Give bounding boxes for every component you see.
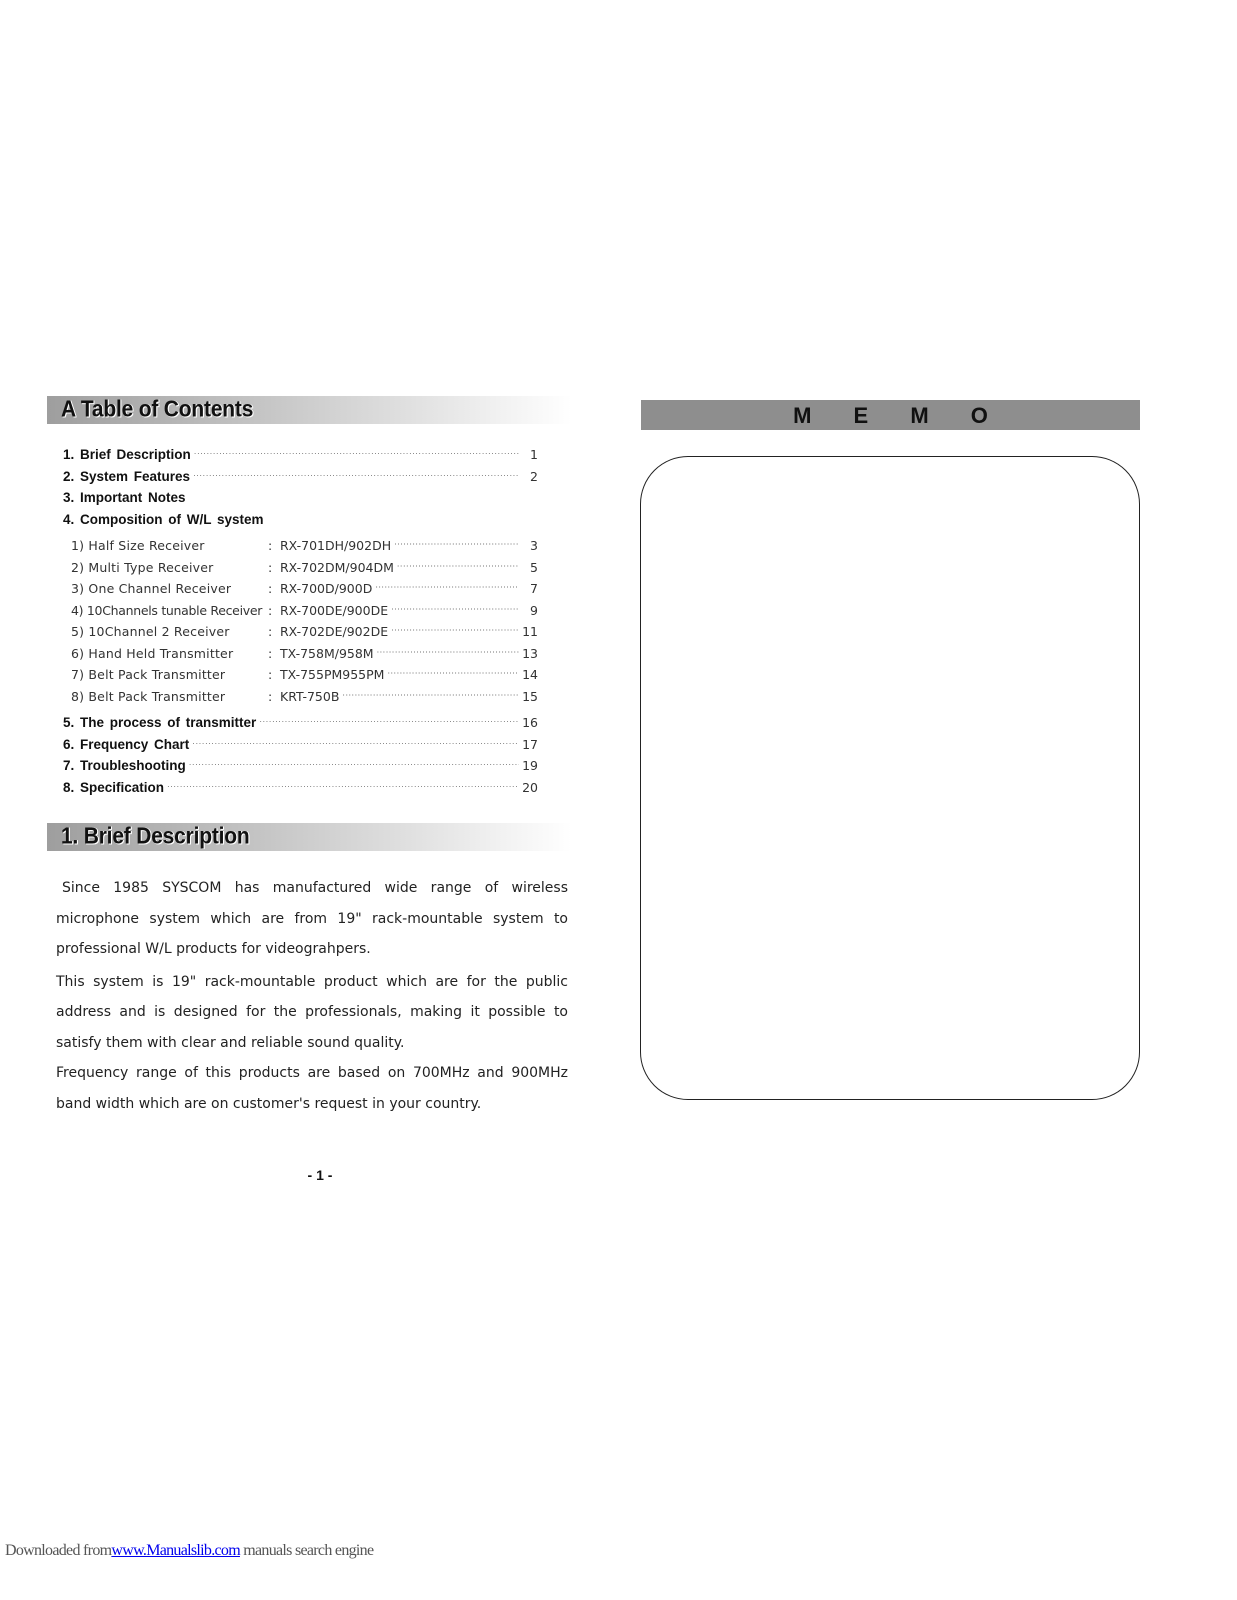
toc-subentry-belt-pack-transmitter-krt[interactable] — [63, 689, 538, 711]
toc-separator: : — [268, 602, 273, 618]
toc-entry-page: 2 — [530, 468, 538, 484]
toc-entry-troubleshooting[interactable] — [63, 758, 538, 780]
dot-leader — [193, 471, 519, 480]
page-number: - 1 - — [307, 1167, 333, 1183]
toc-entry-label: 7. Troubleshooting — [63, 758, 186, 773]
toc-entry-page: 16 — [522, 715, 538, 730]
toc-subentry-page: 15 — [522, 688, 538, 704]
toc-entry-composition[interactable] — [63, 512, 538, 534]
toc-entry-specification[interactable] — [63, 780, 538, 802]
footer-prefix: Downloaded from — [5, 1542, 112, 1559]
dot-leader — [194, 449, 519, 458]
toc-subentry-page: 5 — [530, 559, 538, 575]
dot-leader — [259, 717, 519, 726]
toc-subentry-model: RX-701DH/902DH — [280, 538, 392, 553]
toc-subentry-label: 5) 10Channel 2 Receiver — [71, 624, 230, 639]
toc-subentry-belt-pack-transmitter[interactable] — [63, 667, 538, 689]
toc-subentry-half-size-receiver[interactable] — [63, 538, 538, 560]
toc-subentry-label: 8) Belt Pack Transmitter — [71, 688, 226, 704]
toc-subentry-label: 2) Multi Type Receiver — [71, 559, 214, 575]
table-of-contents — [63, 447, 538, 801]
description-paragraph: This system is 19" rack-mountable product which are for the public address and is designed for the professionals, making it possible to satisfy them with clear and reliable sound quality. — [56, 973, 568, 1051]
toc-subentry-page: 3 — [530, 538, 538, 553]
toc-separator: : — [268, 538, 273, 553]
toc-subentry-one-channel-receiver[interactable] — [63, 581, 538, 603]
toc-separator: : — [268, 581, 273, 596]
toc-subentry-page: 7 — [530, 581, 538, 596]
dot-leader — [394, 540, 519, 549]
toc-subentry-label: 3) One Channel Receiver — [71, 581, 232, 596]
toc-entry-label: 5. The process of transmitter — [63, 715, 257, 730]
toc-entry-page: 17 — [522, 736, 538, 752]
description-paragraph: Since 1985 SYSCOM has manufactured wide range of wireless microphone system which are from 19" rack-mountable system to professional W/L products for videograhpers. — [56, 880, 568, 957]
toc-subentry-model: RX-702DM/904DM — [280, 559, 394, 575]
dot-leader — [342, 691, 519, 700]
toc-subentry-10channels-tunable-receiver[interactable] — [63, 603, 538, 625]
toc-subentry-page: 11 — [522, 624, 538, 639]
toc-entry-system-features[interactable] — [63, 469, 538, 491]
toc-entry-brief-description[interactable] — [63, 447, 538, 469]
footer-suffix: manuals search engine — [239, 1542, 374, 1559]
toc-subentry-label: 6) Hand Held Transmitter — [71, 645, 234, 661]
toc-entry-page: 20 — [522, 779, 538, 795]
dot-leader — [192, 739, 519, 748]
toc-subentry-hand-held-transmitter[interactable] — [63, 646, 538, 668]
toc-entry-process-of-transmitter[interactable] — [63, 715, 538, 737]
toc-entry-label: 6. Frequency Chart — [63, 736, 190, 752]
brief-description-body — [56, 873, 568, 1119]
toc-subentry-label: 7) Belt Pack Transmitter — [71, 667, 226, 682]
toc-subentry-label: 1) Half Size Receiver — [71, 538, 205, 553]
brief-description-heading: 1. Brief Description — [61, 824, 250, 849]
toc-entry-page: 19 — [522, 758, 538, 773]
toc-separator: : — [268, 688, 273, 704]
manualslib-link[interactable]: www.Manualslib.com — [111, 1542, 240, 1559]
toc-subentry-model: TX-758M/958M — [280, 645, 374, 661]
toc-separator: : — [268, 645, 273, 661]
toc-subentry-model: RX-702DE/902DE — [280, 624, 389, 639]
toc-subentry-page: 13 — [522, 645, 538, 661]
toc-entry-frequency-chart[interactable] — [63, 737, 538, 759]
toc-entry-label: 4. Composition of W/L system — [63, 511, 264, 527]
download-footer — [5, 1542, 373, 1560]
toc-header-bar — [47, 396, 572, 424]
memo-box — [640, 456, 1140, 1100]
toc-subentry-10channel-2-receiver[interactable] — [63, 624, 538, 646]
toc-entry-label: 3. Important Notes — [63, 490, 186, 505]
dot-leader — [387, 669, 519, 678]
toc-subentry-model: KRT-750B — [280, 688, 340, 704]
toc-subentry-multi-type-receiver[interactable] — [63, 560, 538, 582]
memo-header-bar — [641, 400, 1140, 430]
toc-subentry-page: 14 — [522, 667, 538, 682]
dot-leader — [397, 562, 519, 571]
dot-leader — [391, 626, 519, 635]
dot-leader — [375, 583, 519, 592]
toc-entry-label: 8. Specification — [63, 779, 165, 795]
dot-leader — [189, 760, 519, 769]
dot-leader — [391, 605, 519, 614]
toc-subentry-page: 9 — [530, 602, 538, 618]
toc-separator: : — [268, 667, 273, 682]
toc-heading: A Table of Contents — [61, 397, 254, 422]
toc-subentry-label: 4) 10Channels tunable Receiver — [71, 602, 263, 618]
toc-subentry-model: TX-755PM955PM — [280, 667, 385, 682]
toc-entry-label: 2. System Features — [63, 468, 191, 484]
memo-title: M E M O — [793, 403, 1006, 428]
toc-separator: : — [268, 624, 273, 639]
brief-description-header-bar — [47, 823, 572, 851]
description-paragraph: Frequency range of this products are based on 700MHz and 900MHz band width which are on customer's request in your country. — [56, 1065, 568, 1112]
toc-separator: : — [268, 559, 273, 575]
toc-subentry-model: RX-700D/900D — [280, 581, 373, 596]
toc-entry-important-notes[interactable] — [63, 490, 538, 512]
toc-entry-page: 1 — [530, 447, 538, 462]
toc-entry-label: 1. Brief Description — [63, 447, 191, 462]
dot-leader — [167, 782, 519, 791]
toc-subentry-model: RX-700DE/900DE — [280, 602, 389, 618]
dot-leader — [377, 648, 519, 657]
